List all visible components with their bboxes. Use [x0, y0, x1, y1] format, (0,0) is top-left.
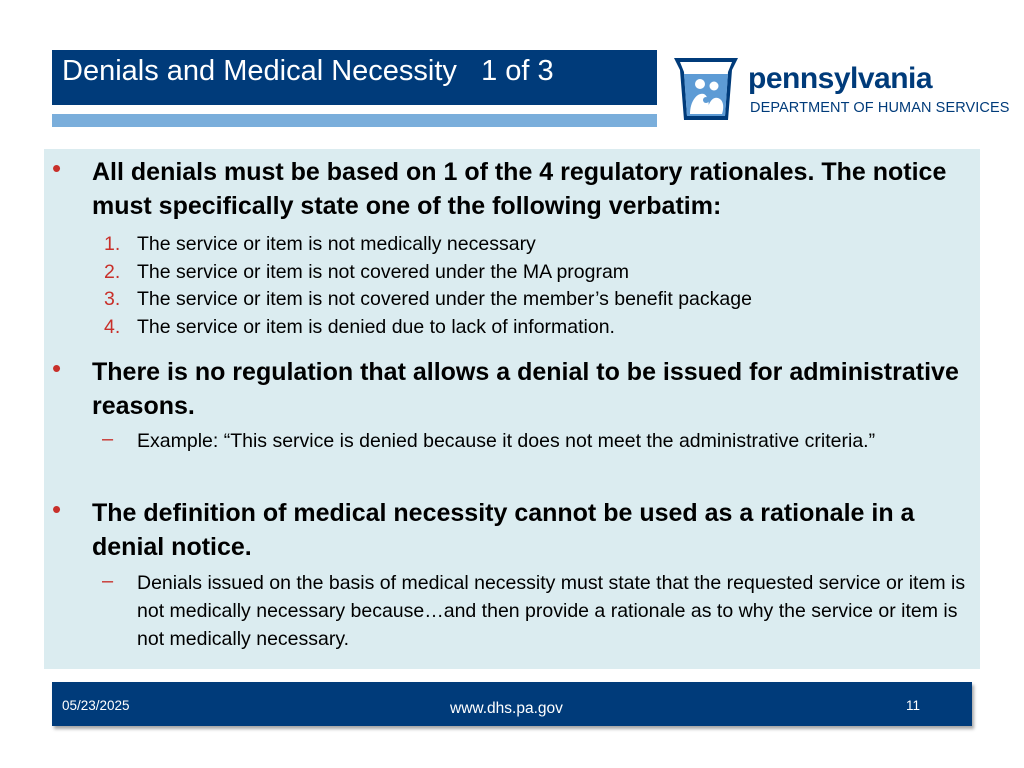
list-item: [104, 259, 964, 287]
page-number: 11: [906, 698, 921, 713]
bullet-2: [52, 353, 972, 423]
pa-dhs-logo: [670, 54, 1010, 126]
list-item: [104, 286, 964, 314]
bullet-3-subpoint: [102, 569, 967, 653]
list-item-number: 1.: [104, 233, 121, 255]
footer-bar: [52, 682, 972, 726]
list-item-text: The service or item is not covered under the member’s benefit package: [137, 288, 752, 310]
logo-department-name: DEPARTMENT OF HUMAN SERVICES: [750, 100, 1010, 116]
list-item-text: The service or item is not medically necessary: [137, 233, 536, 255]
rationale-list: [104, 231, 964, 341]
bullet-dot: •: [52, 153, 62, 183]
bullet-3-subpoint-text: Denials issued on the basis of medical necessity must state that the requested service or item is not medically necessary because…and then provide a rationale as to why the service or item is not medically necessary.: [137, 572, 966, 650]
dash-marker: –: [102, 428, 114, 450]
bullet-3-text: The definition of medical necessity cannot be used as a rationale in a denial notice.: [92, 499, 915, 561]
footer-date: 05/23/2025: [62, 698, 130, 713]
bullet-1: [52, 153, 972, 223]
logo-state-name: pennsylvania: [748, 62, 933, 95]
list-item-number: 4.: [104, 315, 121, 338]
bullet-dot: •: [52, 353, 62, 383]
list-item-text: The service or item is denied due to lack of information.: [137, 315, 615, 338]
slide-title: Denials and Medical Necessity 1 of 3: [52, 50, 657, 105]
bullet-2-subpoint-text: Example: “This service is denied because it does not meet the administrative criteria.”: [137, 430, 876, 452]
content-panel: [44, 149, 980, 669]
title-underline: [52, 114, 657, 127]
list-item-number: 3.: [104, 288, 121, 310]
bullet-3: [52, 494, 972, 564]
list-item: [104, 314, 964, 342]
bullet-2-text: There is no regulation that allows a denial to be issued for administrative reasons.: [92, 358, 959, 420]
bullet-2-subpoint: [102, 427, 967, 455]
list-item: [104, 231, 964, 259]
footer-url[interactable]: www.dhs.pa.gov: [450, 700, 563, 717]
bullet-1-text: All denials must be based on 1 of the 4 regulatory rationales. The notice must specifically state one of the following verbatim:: [92, 158, 947, 220]
keystone-family-icon: [670, 54, 742, 126]
list-item-number: 2.: [104, 260, 121, 283]
list-item-text: The service or item is not covered under the MA program: [137, 260, 630, 283]
dash-marker: –: [102, 570, 114, 592]
bullet-dot: •: [52, 494, 62, 524]
